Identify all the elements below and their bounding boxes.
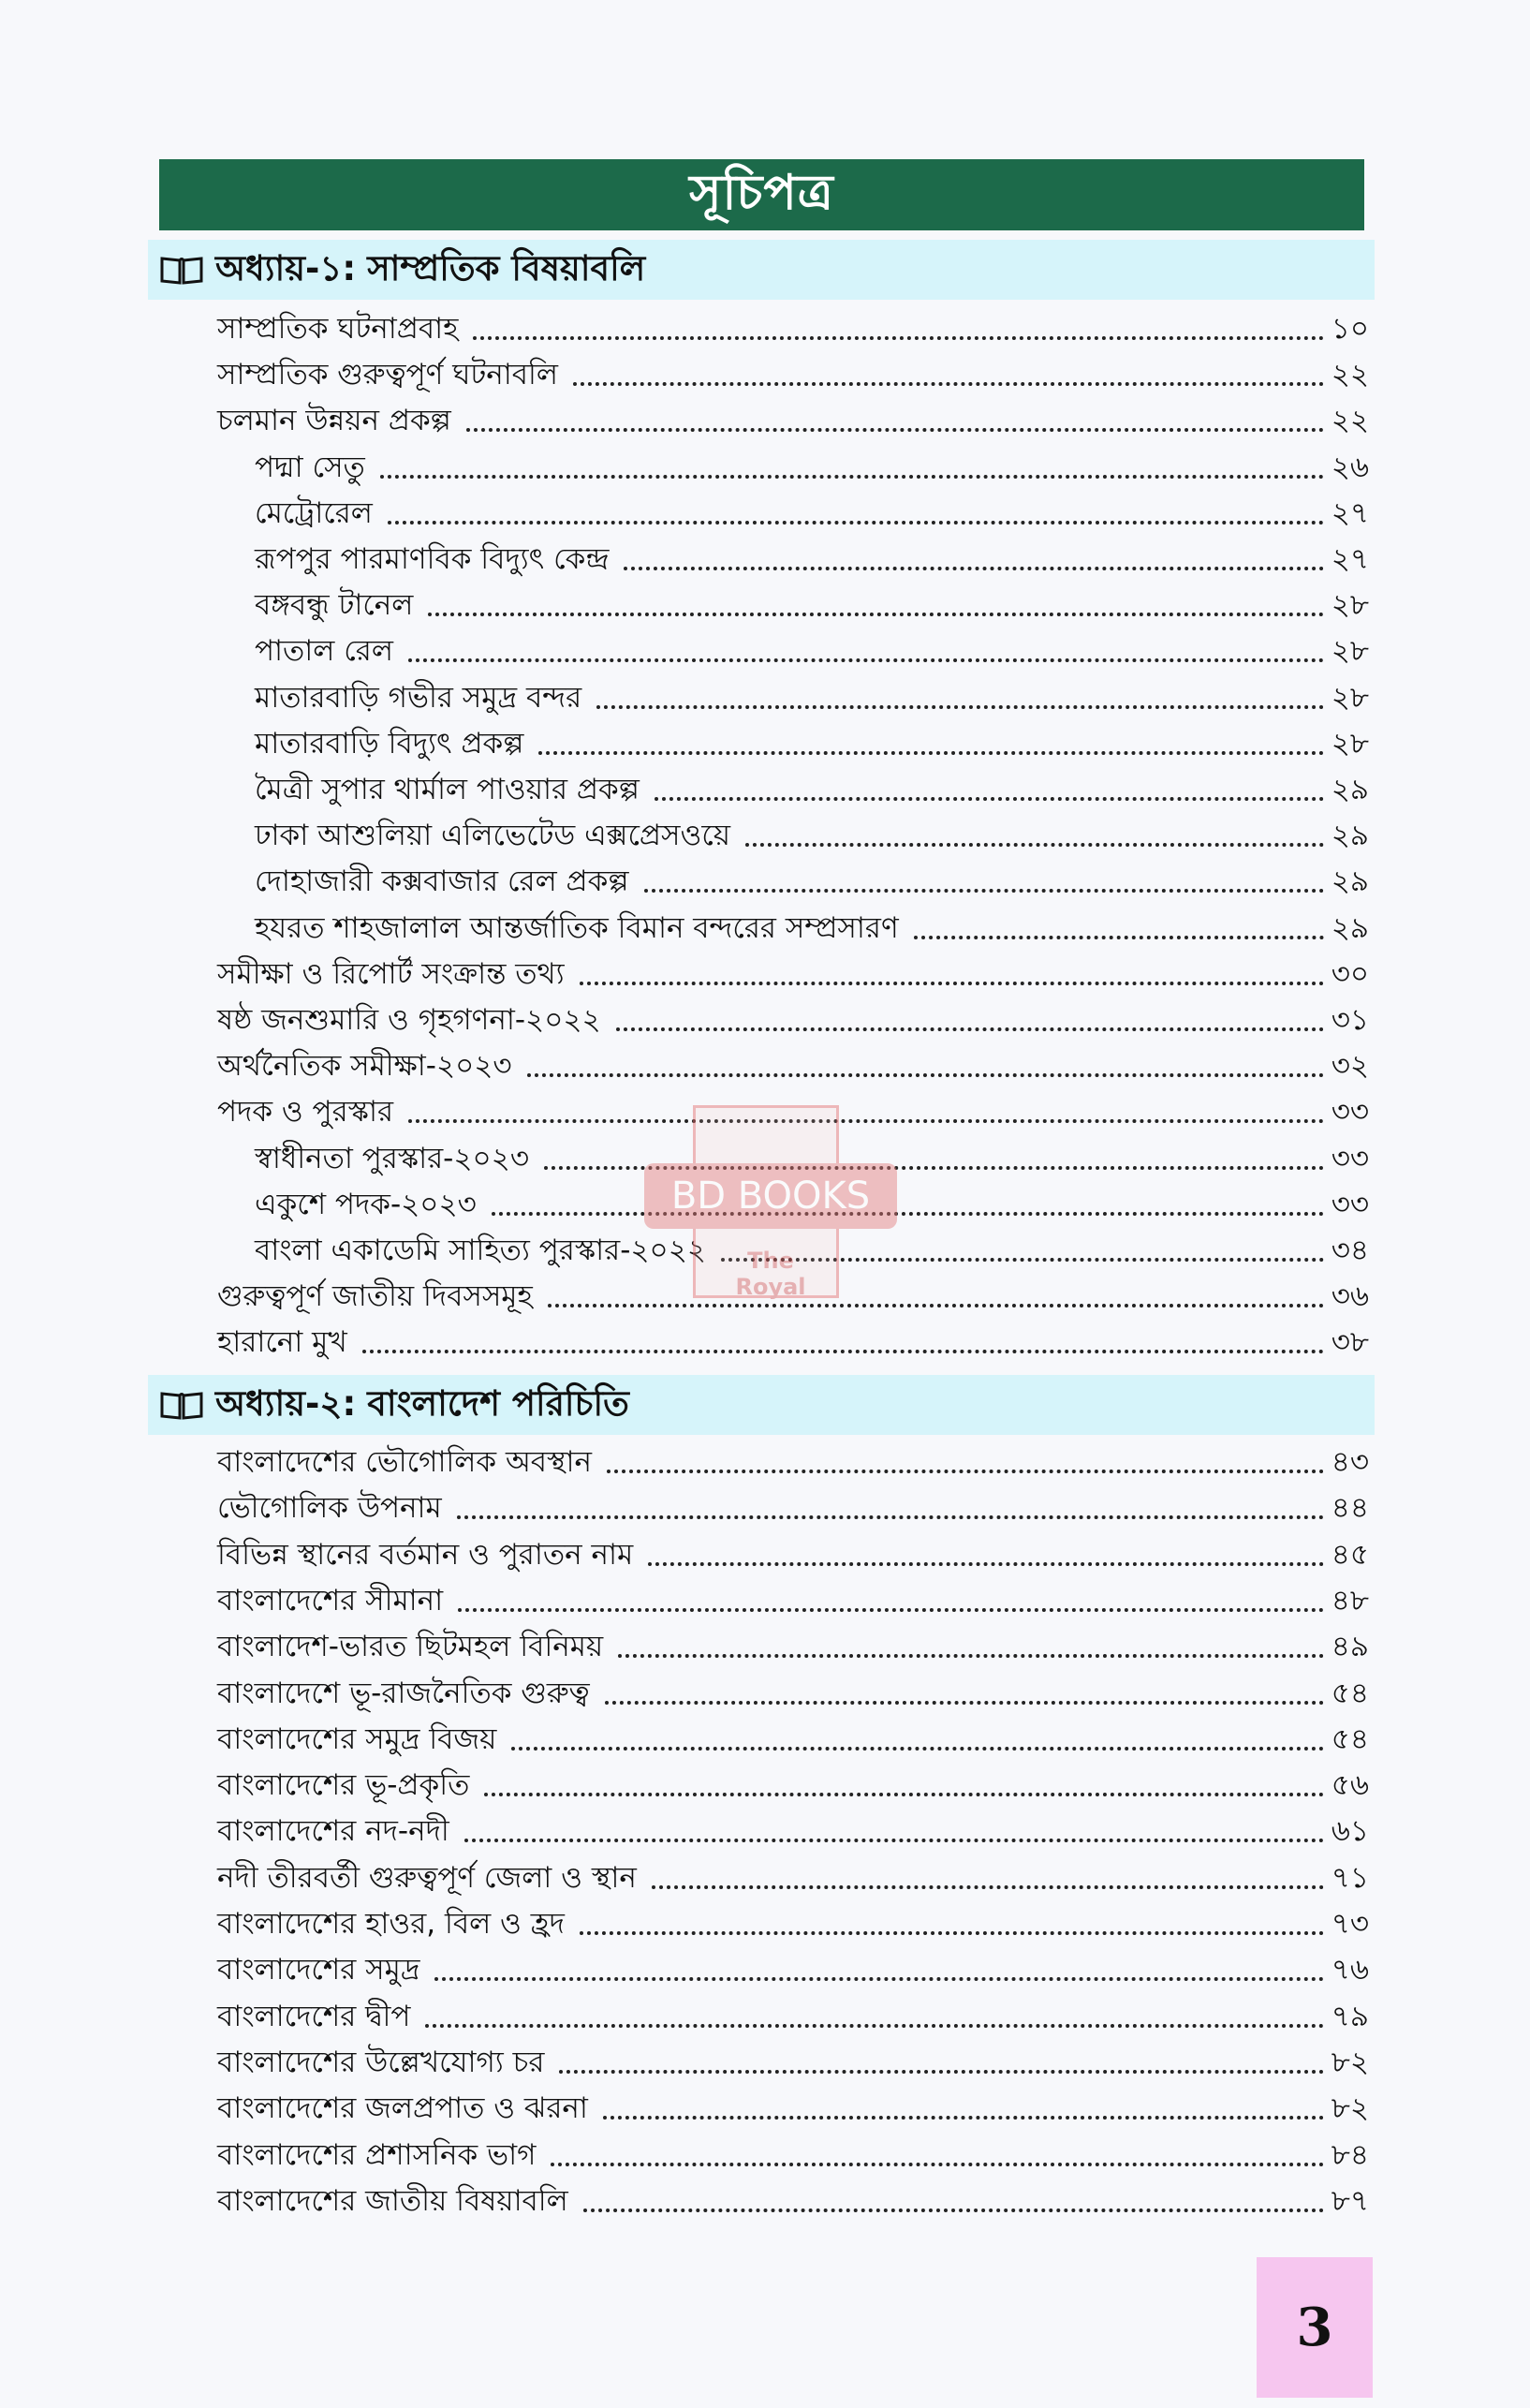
toc-entry (217, 2128, 1369, 2174)
toc-entry-label: বাংলাদেশের জাতীয় বিষয়াবলি (217, 2183, 568, 2218)
toc-entry-label: স্বাধীনতা পুরস্কার-২০২৩ (255, 1141, 529, 1175)
dot-leader (648, 1562, 1324, 1566)
toc-entry-page: ৩৩ (1331, 1141, 1369, 1175)
toc-entry (255, 624, 1369, 670)
page-number: 3 (1257, 2257, 1373, 2398)
toc-entry-label: মাতারবাড়ি গভীর সমুদ্র বন্দর (255, 680, 582, 715)
dot-leader (428, 613, 1323, 616)
toc-entry-page: ৩৪ (1331, 1234, 1369, 1267)
toc-entry-page: ২২ (1331, 358, 1369, 392)
book-icon (159, 254, 204, 286)
toc-entry (217, 2174, 1369, 2220)
toc-entry-label: বাংলাদেশের ভূ-প্রকৃতি (217, 1768, 470, 1803)
dot-leader (425, 2024, 1323, 2028)
dot-leader (559, 2070, 1323, 2074)
dot-leader (484, 1793, 1323, 1796)
toc-entry-page: ৪৮ (1331, 1583, 1369, 1618)
toc-entry (217, 1666, 1369, 1712)
toc-entry-label: পাতাল রেল (255, 634, 393, 669)
toc-entry (217, 1481, 1369, 1527)
dot-leader (458, 1608, 1324, 1612)
dot-leader (644, 889, 1324, 893)
toc-entry (217, 2081, 1369, 2127)
dot-leader (548, 1304, 1324, 1307)
dot-leader (362, 1350, 1324, 1353)
dot-leader (624, 567, 1323, 570)
toc-entry-label: রূপপুর পারমাণবিক বিদ্যুৎ কেন্দ্র (255, 542, 610, 576)
toc-entry-page: ৩০ (1331, 956, 1369, 991)
chapter-2-name: বাংলাদেশ পরিচিতি (367, 1382, 629, 1424)
toc-entry (217, 1528, 1369, 1573)
toc-entry-label: ষষ্ঠ জনশুমারি ও গৃহগণনা-২০২২ (217, 1003, 601, 1037)
toc-entry-label: ঢাকা আশুলিয়া এলিভেটেড এক্সপ্রেসওয়ে (255, 819, 731, 853)
toc-entry-label: চলমান উন্নয়ন প্রকল্প (217, 404, 451, 438)
toc-entry-page: ২৭ (1331, 542, 1369, 576)
dot-leader (527, 1073, 1324, 1077)
dot-leader (605, 1701, 1324, 1705)
toc-entry-label: হারানো মুখ (217, 1325, 347, 1360)
toc-entry (217, 1804, 1369, 1850)
toc-entry (255, 901, 1369, 947)
toc-entry (255, 762, 1369, 808)
toc-entry-label: বাংলাদেশের ভৌগোলিক অবস্থান (217, 1445, 593, 1479)
toc-entry (255, 716, 1369, 762)
toc-entry-page: ৪৪ (1331, 1491, 1369, 1526)
toc-entry-label: সাম্প্রতিক ঘটনাপ্রবাহ (217, 312, 459, 346)
dot-leader (583, 2209, 1324, 2212)
toc-entry-page: ২৮ (1331, 588, 1369, 623)
dot-leader (380, 475, 1324, 479)
toc-entry-label: বাংলাদেশের সমুদ্র (217, 1953, 420, 1987)
toc-entry-page: ৩৬ (1331, 1279, 1369, 1314)
toc-entry-label: বঙ্গবন্ধু টানেল (255, 588, 414, 623)
toc-entry-page: ৪৩ (1331, 1445, 1369, 1479)
dot-leader (538, 751, 1323, 755)
chapter-1-header (148, 240, 1375, 300)
page-title: সূচিপত্র (159, 159, 1364, 230)
toc-entry (217, 347, 1369, 393)
dot-leader (607, 1470, 1324, 1473)
chapter-2-number: অধ্যায়-২: (215, 1382, 357, 1424)
toc-entry-page: ৬১ (1331, 1814, 1369, 1849)
toc-entry (217, 1315, 1369, 1361)
toc-entry-page: ৫৪ (1331, 1721, 1369, 1756)
toc-entry-label: বাংলা একাডেমি সাহিত্য পুরস্কার-২০২২ (255, 1234, 707, 1267)
toc-entry (217, 947, 1369, 993)
toc-entry-page: ২৯ (1331, 819, 1369, 853)
toc-entry-label: ভৌগোলিক উপনাম (217, 1491, 442, 1526)
dot-leader (408, 658, 1324, 662)
toc-entry-page: ৭৩ (1331, 1907, 1369, 1941)
toc-entry-page: ২৯ (1331, 773, 1369, 806)
toc-entry-label: বাংলাদেশের হাওর, বিল ও হ্রদ (217, 1907, 565, 1941)
toc-entry-label: দোহাজারী কক্সবাজার রেল প্রকল্প (255, 864, 629, 899)
dot-leader (434, 1977, 1323, 1981)
dot-leader (551, 2163, 1323, 2166)
toc-entry-page: ২৮ (1331, 634, 1369, 669)
toc-entry-page: ৩৩ (1331, 1187, 1369, 1221)
toc-entry-label: বাংলাদেশে ভূ-রাজনৈতিক গুরুত্ব (217, 1676, 590, 1710)
toc-entry-page: ২২ (1331, 404, 1369, 438)
dot-leader (580, 1931, 1324, 1935)
toc-entry-page: ৩৩ (1331, 1095, 1369, 1130)
toc-entry (255, 532, 1369, 578)
dot-leader (618, 1654, 1324, 1658)
toc-entry-label: মৈত্রী সুপার থার্মাল পাওয়ার প্রকল্প (255, 773, 640, 806)
toc-entry-page: ৮২ (1331, 2045, 1369, 2079)
toc-entry-label: সমীক্ষা ও রিপোর্ট সংক্রান্ত তথ্য (217, 956, 565, 991)
toc-entry-label: বাংলাদেশের সীমানা (217, 1583, 444, 1618)
dot-leader (573, 382, 1324, 386)
dot-leader (580, 982, 1324, 985)
toc-entry-label: মাতারবাড়ি বিদ্যুৎ প্রকল্প (255, 726, 524, 761)
toc-entry-page: ৮৭ (1331, 2183, 1369, 2218)
toc-entry-page: ৮২ (1331, 2091, 1369, 2126)
toc-entry-label: মেট্রোরেল (255, 495, 373, 530)
dot-leader (652, 1885, 1324, 1889)
chapter-1-name: সাম্প্রতিক বিষয়াবলি (367, 247, 646, 288)
dot-leader (511, 1747, 1323, 1751)
toc-entry (255, 486, 1369, 532)
toc-entry-page: ৭১ (1331, 1860, 1369, 1895)
toc-entry-page: ৪৯ (1331, 1630, 1369, 1664)
toc-entry-page: ২৭ (1331, 495, 1369, 530)
toc-entry-label: পদ্মা সেতু (255, 450, 365, 484)
toc-entry-page: ২৯ (1331, 864, 1369, 899)
toc-entry-label: বাংলাদেশ-ভারত ছিটমহল বিনিময় (217, 1630, 604, 1664)
toc-entry-page: ৪৫ (1331, 1537, 1369, 1572)
toc-entry-label: বাংলাদেশের প্রশাসনিক ভাগ (217, 2137, 537, 2172)
chapter-2-header (148, 1375, 1375, 1435)
dot-leader (655, 797, 1324, 801)
dot-leader (457, 1515, 1324, 1519)
toc-entry-label: বাংলাদেশের উল্লেখযোগ্য চর (217, 2045, 545, 2079)
toc-entry-label: গুরুত্বপূর্ণ জাতীয় দিবসসমূহ (217, 1279, 533, 1314)
toc-entry (217, 393, 1369, 439)
watermark-logo (644, 1098, 897, 1304)
toc-entry-page: ৩৮ (1331, 1325, 1369, 1360)
toc-entry (255, 854, 1369, 900)
toc-entry-label: সাম্প্রতিক গুরুত্বপূর্ণ ঘটনাবলি (217, 358, 558, 392)
toc-entry (255, 671, 1369, 716)
toc-entry (217, 2035, 1369, 2081)
toc-entry (217, 1989, 1369, 2035)
toc-entry-label: বাংলাদেশের সমুদ্র বিজয় (217, 1721, 497, 1756)
toc-entry (217, 1573, 1369, 1619)
toc-entry-label: বাংলাদেশের জলপ্রপাত ও ঝরনা (217, 2091, 588, 2126)
dot-leader (596, 705, 1324, 709)
toc-entry-page: ৫৪ (1331, 1676, 1369, 1710)
dot-leader (914, 936, 1324, 939)
toc-entry (217, 1851, 1369, 1897)
toc-entry-page: ৭৯ (1331, 1999, 1369, 2033)
book-icon (159, 1389, 204, 1421)
toc-entry (217, 1039, 1369, 1085)
toc-entry (217, 1712, 1369, 1758)
dot-leader (473, 336, 1323, 340)
chapter-1-number: অধ্যায়-১: (215, 247, 357, 288)
toc-entry-label: পদক ও পুরস্কার (217, 1095, 394, 1130)
toc-entry-label: বিভিন্ন স্থানের বর্তমান ও পুরাতন নাম (217, 1537, 634, 1572)
toc-entry (217, 1758, 1369, 1804)
toc-entry-page: ১০ (1331, 312, 1369, 346)
toc-entry-page: ৫৬ (1331, 1768, 1369, 1803)
toc-entry-page: ৮৪ (1331, 2137, 1369, 2172)
dot-leader (745, 843, 1324, 847)
toc-entry (217, 1619, 1369, 1665)
dot-leader (492, 1212, 1324, 1216)
toc-entry-page: ৭৬ (1331, 1953, 1369, 1987)
toc-entry-label: বাংলাদেশের দ্বীপ (217, 1999, 411, 2033)
watermark-subtext: The Royal (735, 1248, 806, 1300)
toc-entry-label: অর্থনৈতিক সমীক্ষা-২০২৩ (217, 1049, 512, 1084)
toc-entry (217, 993, 1369, 1039)
dot-leader (464, 1839, 1324, 1842)
toc-entry (217, 302, 1369, 347)
toc-entry-label: বাংলাদেশের নদ-নদী (217, 1814, 449, 1849)
toc-entry-page: ২৮ (1331, 680, 1369, 715)
toc-entry (217, 1435, 1369, 1481)
dot-leader (388, 521, 1324, 524)
toc-entry (255, 808, 1369, 854)
toc-entry-label: একুশে পদক-২০২৩ (255, 1187, 477, 1221)
toc-entry (217, 1943, 1369, 1988)
toc-entry-page: ৩২ (1331, 1049, 1369, 1084)
dot-leader (603, 2116, 1324, 2120)
dot-leader (466, 428, 1324, 432)
toc-entry (255, 440, 1369, 486)
dot-leader (616, 1027, 1324, 1031)
toc-entry-page: ২৯ (1331, 910, 1369, 945)
watermark-text: BD BOOKS (644, 1163, 897, 1229)
toc-entry-label: নদী তীরবর্তী গুরুত্বপূর্ণ জেলা ও স্থান (217, 1860, 637, 1895)
toc-entry-label: হযরত শাহজালাল আন্তর্জাতিক বিমান বন্দরের সম্প্রসারণ (255, 910, 899, 945)
toc-entry-page: ২৬ (1331, 450, 1369, 484)
toc-entry (255, 578, 1369, 624)
toc-entry-page: ২৮ (1331, 726, 1369, 761)
toc-entry (217, 1897, 1369, 1943)
toc-entry-page: ৩১ (1331, 1003, 1369, 1037)
